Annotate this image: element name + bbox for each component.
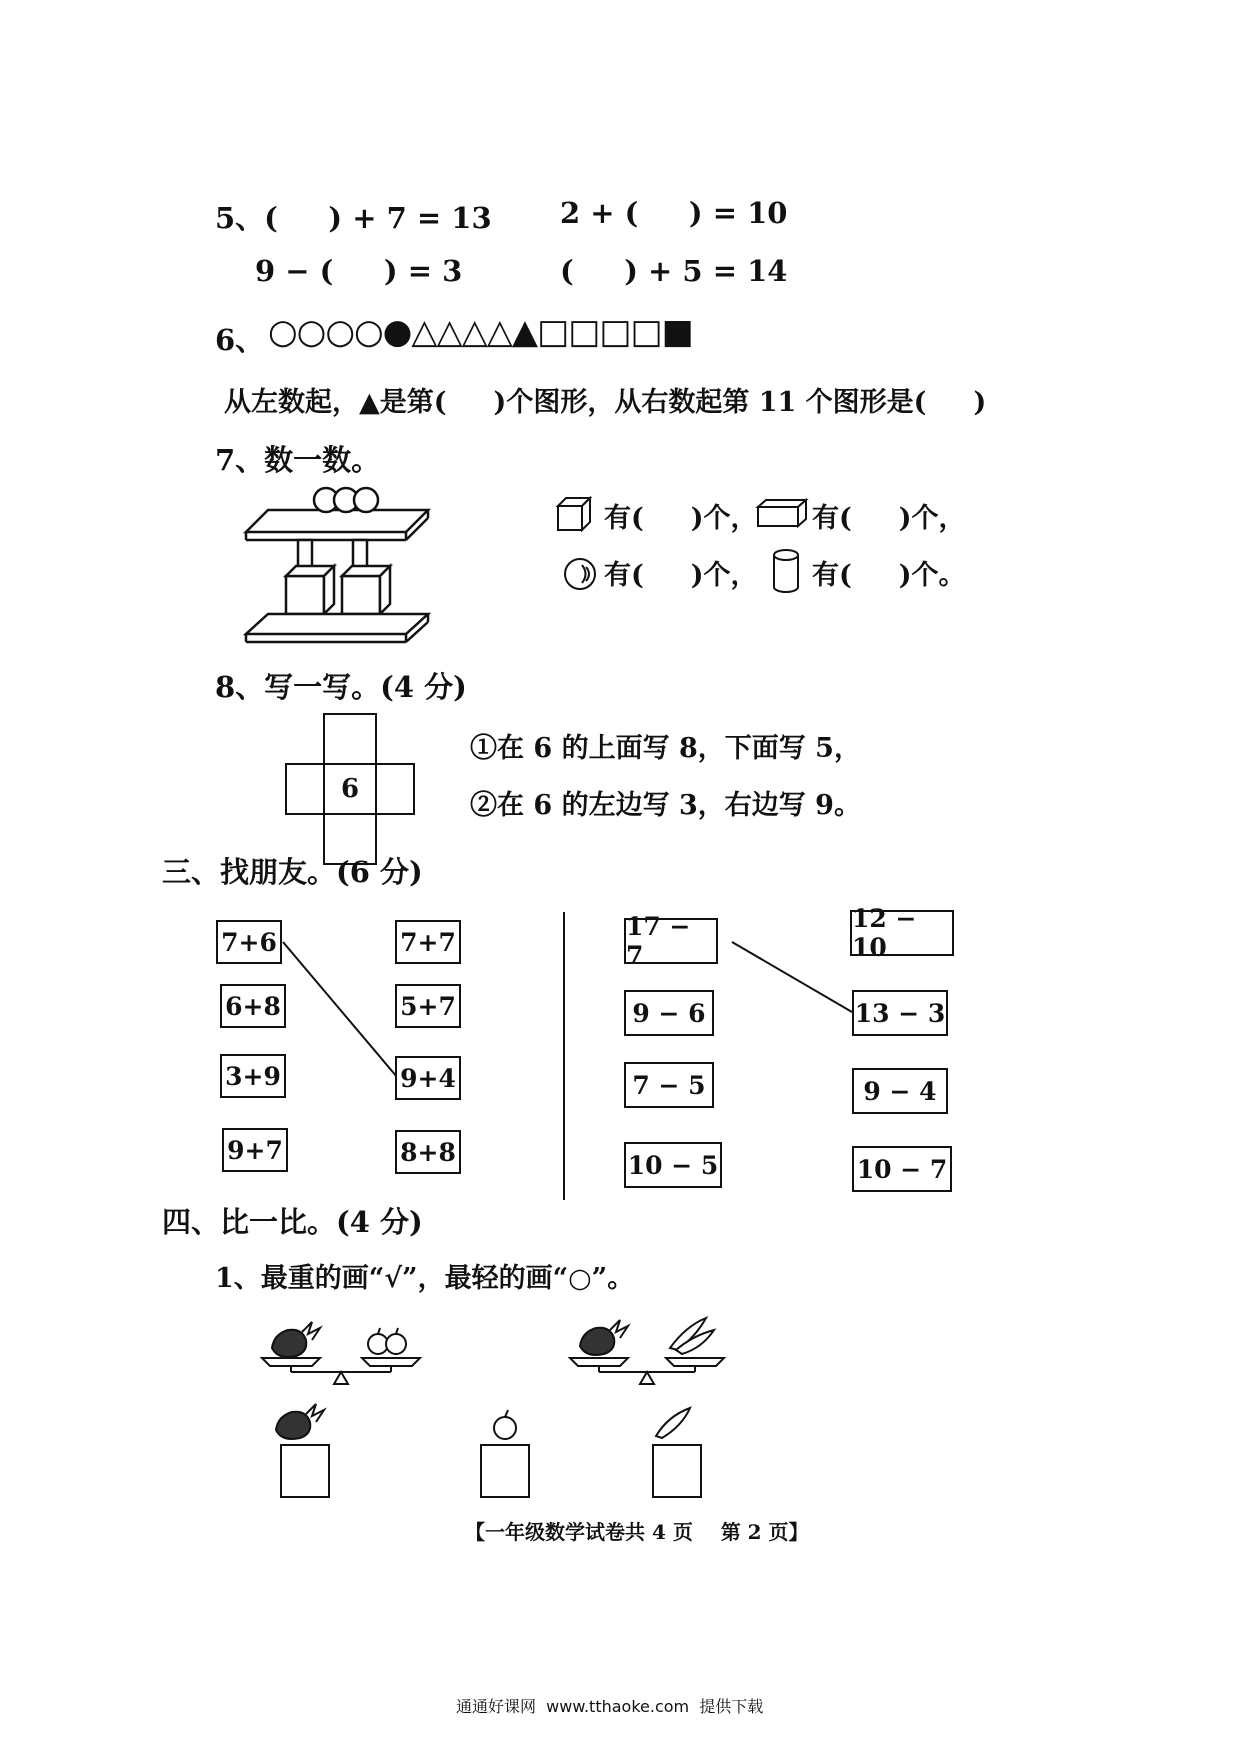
q6-question-text: 从左数起，▲是第( )个图形，从右数起第 11 个图形是( )	[224, 387, 987, 418]
page-footer: 【一年级数学试卷共 4 页 第 2 页】	[465, 1520, 809, 1544]
sphere-count-text: 有( )个，	[604, 560, 758, 591]
match-card-9+4[interactable]	[395, 1056, 461, 1100]
q7-title: 7、数一数。	[215, 443, 381, 477]
q5-eq-c: 9 − ( ) = 3	[255, 254, 463, 288]
match-card-label: 9+7	[227, 1135, 283, 1165]
match-card-6+8[interactable]	[220, 984, 286, 1028]
match-card-3+9[interactable]	[220, 1054, 286, 1098]
cuboid-count-text: 有( )个，	[812, 503, 966, 534]
q5-eq-a: 5、( ) + 7 = 13	[215, 201, 492, 235]
match-card-17-7[interactable]	[624, 912, 718, 970]
match-card-label: 7+7	[400, 927, 456, 957]
cross-grid-center-number: 6	[340, 774, 360, 804]
match-card-label: 9+4	[400, 1063, 456, 1093]
match-card-label: 10 − 5	[627, 1150, 719, 1180]
section-4-question-1: 1、最重的画“√”，最轻的画“○”。	[215, 1263, 635, 1294]
match-card-label: 6+8	[225, 991, 281, 1021]
cube-count-text: 有( )个，	[604, 503, 758, 534]
answer-box-pineapple[interactable]	[280, 1444, 330, 1498]
match-card-label: 3+9	[225, 1061, 281, 1091]
banana-icon	[652, 1404, 694, 1440]
q8-instruction-1: ①在 6 的上面写 8，下面写 5，	[470, 733, 861, 764]
match-card-7-5[interactable]	[624, 1062, 714, 1108]
match-card-9-6[interactable]	[624, 990, 714, 1036]
answer-box-banana[interactable]	[652, 1444, 702, 1498]
q5-eq-b: 2 + ( ) = 10	[560, 196, 788, 230]
section-4-title: 四、比一比。(4 分)	[162, 1205, 423, 1239]
match-card-13-3[interactable]	[852, 990, 948, 1036]
match-card-10-7[interactable]	[852, 1146, 952, 1192]
match-card-9+7[interactable]	[222, 1128, 288, 1172]
q5-eq-d: ( ) + 5 = 14	[560, 254, 788, 288]
balance-scale-pineapple-apples	[262, 1300, 422, 1396]
match-card-label: 9 − 4	[863, 1076, 937, 1106]
apple-icon	[490, 1408, 520, 1442]
match-card-label: 13 − 3	[854, 998, 946, 1028]
answer-box-apple[interactable]	[480, 1444, 530, 1498]
match-card-7+7[interactable]	[395, 920, 461, 964]
match-card-9-4[interactable]	[852, 1068, 948, 1114]
q8-title: 8、写一写。(4 分)	[215, 670, 467, 704]
match-card-12-10[interactable]	[850, 904, 954, 962]
match-card-label: 10 − 7	[856, 1154, 948, 1184]
match-card-10-5[interactable]	[624, 1142, 722, 1188]
cylinder-count-text: 有( )个。	[812, 560, 966, 591]
pineapple-icon	[272, 1400, 332, 1446]
match-card-label: 7 − 5	[632, 1070, 706, 1100]
q6-shape-row: ○○○○●△△△△▲□□□□■	[268, 312, 693, 352]
section-3-title: 三、找朋友。(6 分)	[162, 855, 423, 889]
match-card-5+7[interactable]	[395, 984, 461, 1028]
q8-instruction-2: ②在 6 的左边写 3，右边写 9。	[470, 790, 861, 821]
match-card-8+8[interactable]	[395, 1130, 461, 1174]
match-card-label: 7+6	[221, 927, 277, 957]
match-card-label: 17 − 7	[626, 912, 691, 970]
match-card-label: 9 − 6	[632, 998, 706, 1028]
match-card-label: 12 − 10	[852, 904, 917, 962]
q6-number: 6、	[215, 323, 265, 357]
balance-scale-pineapple-bananas	[566, 1296, 726, 1396]
match-card-label: 5+7	[400, 991, 456, 1021]
site-credit: 通通好课网 www.tthaoke.com 提供下载	[456, 1697, 764, 1716]
match-card-label: 8+8	[400, 1137, 456, 1167]
match-card-7+6[interactable]	[216, 920, 282, 964]
